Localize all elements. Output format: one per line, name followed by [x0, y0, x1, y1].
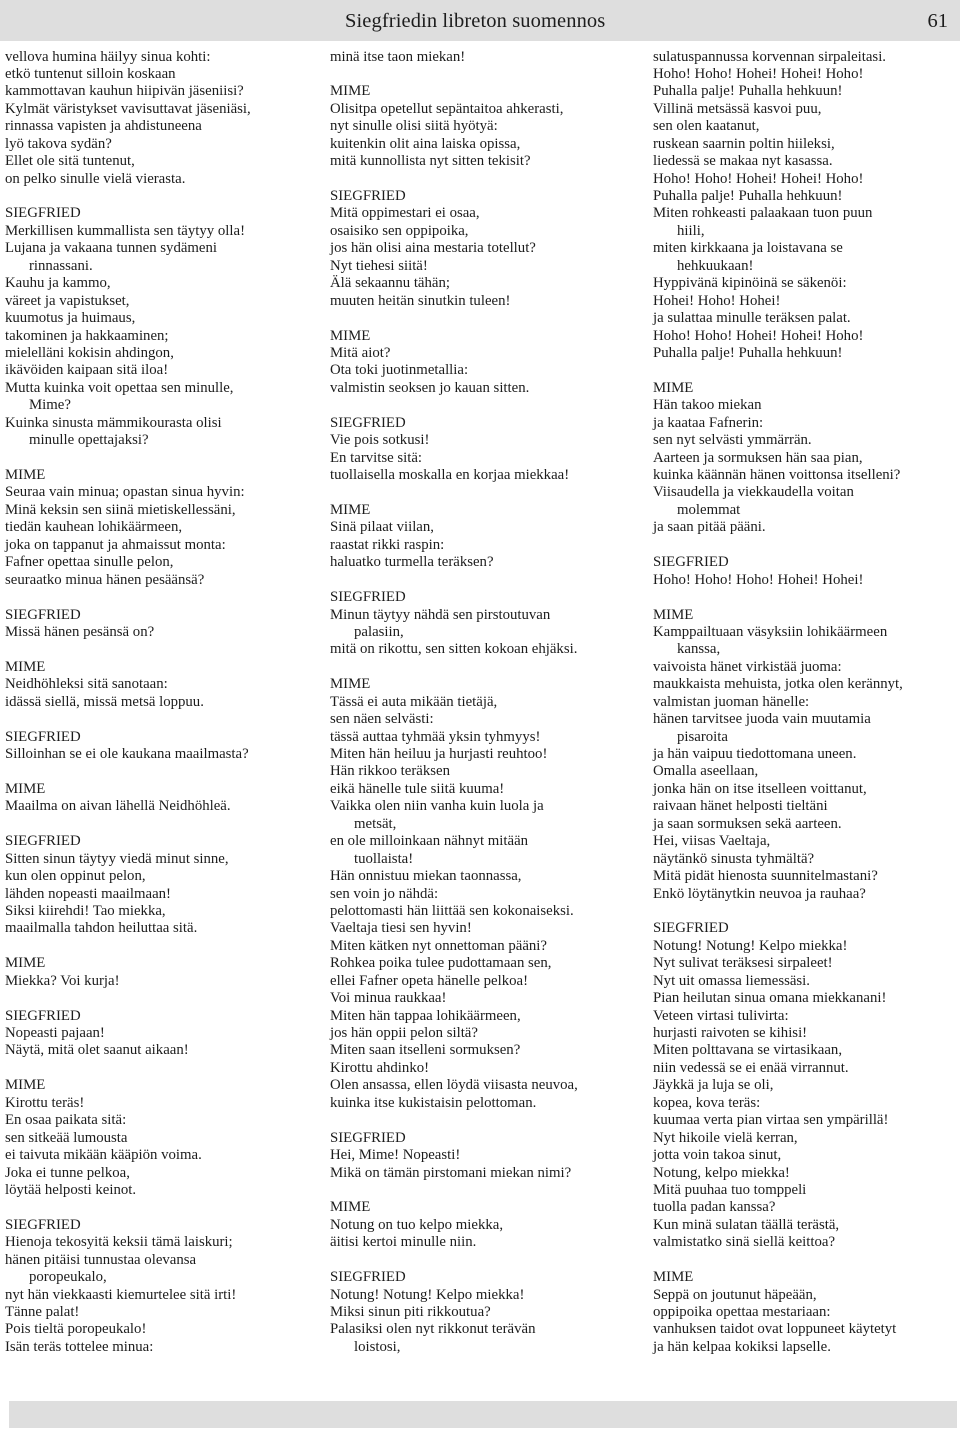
block-spacer: [5, 763, 317, 780]
page-footer-bar: [9, 1401, 957, 1428]
libretto-line: rinnassani.: [29, 257, 93, 274]
block-spacer: [653, 537, 958, 554]
libretto-line: Notung, kelpo miekka!: [653, 1164, 790, 1181]
libretto-line: palasiin,: [354, 623, 404, 640]
libretto-line: Notung on tuo kelpo miekka,: [330, 1216, 504, 1233]
libretto-line: oppipoika opettaa mestariaan:: [653, 1304, 831, 1320]
libretto-line: Olen ansassa, ellen löydä viisasta neuvoa,: [330, 1077, 578, 1094]
libretto-line: Älä sekaannu tähän;: [330, 275, 450, 292]
libretto-line: Mitä puuhaa tuo tomppeli: [653, 1181, 807, 1198]
libretto-line: mitä on rikottu, sen sitten kokoan ehjäksi.: [330, 641, 578, 658]
libretto-line: Vie pois sotkusi!: [330, 432, 430, 449]
block-spacer: [330, 1112, 642, 1129]
libretto-line: etkö tuntenut silloin koskaan: [5, 65, 176, 82]
libretto-line: Ota toki juotinmetallia:: [330, 362, 469, 379]
speaker-name: SIEGFRIED: [330, 188, 406, 204]
libretto-line: kammottavan kauhun hiipivän jäseniisi?: [5, 83, 244, 100]
block-spacer: [5, 816, 317, 833]
libretto-line: ja saan sormuksen sekä aarteen.: [653, 815, 842, 832]
page-header: [0, 0, 960, 41]
libretto-line: Merkillisen kummallista sen täytyy olla!: [5, 222, 245, 239]
libretto-line: Mitä pidät hienosta suunnitelmastani?: [653, 868, 878, 885]
libretto-line: seuraatko minua hänen pesäänsä?: [5, 571, 205, 588]
libretto-line: Silloinhan se ei ole kaukana maailmasta?: [5, 746, 249, 762]
libretto-line: Nyt sulivat teräksesi sirpaleet!: [653, 955, 833, 972]
block-spacer: [330, 397, 642, 414]
libretto-line: kuumaa verta pian virtaa sen ympärillä!: [653, 1112, 889, 1129]
speaker-name: SIEGFRIED: [5, 1216, 81, 1233]
block-spacer: [5, 589, 317, 606]
libretto-line: ikävöiden kaipaan sitä iloa!: [5, 362, 169, 379]
libretto-line: sulatuspannussa korvennan sirpaleitasi.: [653, 48, 887, 65]
libretto-line: Pian heilutan sinua omana miekkanani!: [653, 990, 887, 1007]
libretto-line: valmistin seoksen jo kauan sitten.: [330, 379, 530, 396]
block-spacer: [330, 659, 642, 676]
block-spacer: [5, 1199, 317, 1216]
block-spacer: [653, 1252, 958, 1269]
libretto-line: Kun minä sulatan täällä terästä,: [653, 1216, 840, 1233]
text-column-left: [5, 49, 317, 1357]
libretto-line: Nyt uit omassa liemessäsi.: [653, 972, 810, 989]
block-spacer: [653, 903, 958, 920]
block-spacer: [653, 589, 958, 606]
libretto-line: kun olen oppinut pelon,: [5, 868, 146, 885]
libretto-line: pelottomasti hän liittää sen kokonaiseksi.: [330, 902, 574, 919]
libretto-line: ei taivuta mikään kääpiön voima.: [5, 1147, 202, 1164]
libretto-line: Mitä oppimestari ei osaa,: [330, 205, 480, 222]
block-spacer: [330, 572, 642, 589]
speaker-name: SIEGFRIED: [653, 920, 729, 937]
libretto-line: Isän teräs tottelee minua:: [5, 1338, 154, 1355]
libretto-line: Miten saan itselleni sormuksen?: [330, 1042, 521, 1059]
libretto-line: nyt hän viekkaasti kiemurtelee sitä irti!: [5, 1286, 237, 1303]
libretto-line: minä itse taon miekan!: [330, 48, 466, 65]
libretto-line: lähden nopeasti maailmaan!: [5, 885, 171, 902]
libretto-line: kopea, kova teräs:: [653, 1094, 761, 1111]
speaker-name: SIEGFRIED: [5, 728, 81, 745]
libretto-line: Tänne palat!: [5, 1304, 80, 1320]
libretto-line: Hienoja tekosyitä keksii tämä laiskuri;: [5, 1234, 233, 1251]
speaker-name: MIME: [653, 379, 694, 396]
speaker-name: MIME: [330, 327, 371, 344]
libretto-line: Vaeltaja tiesi sen hyvin!: [330, 920, 472, 937]
libretto-line: En osaa paikata sitä:: [5, 1112, 127, 1129]
libretto-line: tiedän kauhean lohikäärmeen,: [5, 519, 183, 536]
speaker-name: MIME: [5, 780, 46, 797]
speaker-name: MIME: [330, 1199, 371, 1216]
speaker-name: SIEGFRIED: [5, 606, 81, 623]
libretto-line: Puhalla palje! Puhalla hehkuun!: [653, 344, 843, 361]
libretto-line: hänen pitäisi tunnustaa olevansa: [5, 1251, 197, 1268]
speaker-name: SIEGFRIED: [5, 833, 81, 850]
libretto-line: Olisitpa opetellut sepäntaitoa ahkerasti,: [330, 100, 564, 117]
libretto-line: molemmat: [677, 501, 741, 518]
libretto-line: miten kirkkaana ja loistavana se: [653, 240, 843, 257]
libretto-line: hänen tarvitsee juoda vain muutamia: [653, 711, 871, 728]
libretto-line: kuinka käännän hänen voittonsa itselleni?: [653, 467, 901, 483]
libretto-line: Minun täytyy nähdä sen pirstoutuvan: [330, 606, 551, 623]
speaker-name: MIME: [5, 467, 46, 483]
libretto-line: Miten hän heiluu ja hurjasti reuhtoo!: [330, 746, 548, 762]
libretto-line: ruskean saarnin poltin hiileksi,: [653, 135, 835, 152]
libretto-line: Hei, Mime! Nopeasti!: [330, 1147, 461, 1164]
libretto-line: maailmalla tahdon heiluttaa sitä.: [5, 920, 198, 937]
libretto-line: Omalla aseellaan,: [653, 763, 759, 780]
libretto-line: Hoho! Hoho! Hohei! Hohei! Hoho!: [653, 327, 864, 344]
libretto-line: jonka hän on itse itselleen voittanut,: [653, 780, 867, 797]
libretto-line: tuolla padan kanssa?: [653, 1199, 776, 1216]
libretto-line: En tarvitse sitä:: [330, 449, 423, 466]
libretto-line: Hei, viisas Vaeltaja,: [653, 833, 771, 850]
libretto-line: minulle opettajaksi?: [29, 432, 149, 449]
libretto-line: ja kaataa Fafnerin:: [653, 414, 764, 431]
libretto-line: Villinä metsässä kasvoi puu,: [653, 100, 822, 117]
speaker-name: SIEGFRIED: [5, 1007, 81, 1024]
libretto-line: tässä auttaa tyhmää yksin tyhmyys!: [330, 728, 541, 745]
libretto-line: Miten kätken nyt onnettoman pääni?: [330, 937, 547, 954]
libretto-line: väreet ja vapistukset,: [5, 292, 130, 309]
libretto-line: joka on tappanut ja ahmaissut monta:: [5, 536, 226, 553]
block-spacer: [5, 188, 317, 205]
block-spacer: [5, 711, 317, 728]
speaker-name: MIME: [5, 955, 46, 972]
libretto-line: Kamppailtuaan väsyksiin lohikäärmeen: [653, 623, 888, 640]
libretto-line: Veteen virtasi tulivirta:: [653, 1007, 789, 1024]
libretto-line: kuinka itse kukistaisin pelottoman.: [330, 1094, 537, 1111]
libretto-line: Hoho! Hoho! Hohei! Hohei! Hoho!: [653, 65, 864, 82]
libretto-line: ja hän vaipuu tiedottomana uneen.: [653, 746, 857, 762]
libretto-line: Aarteen ja sormuksen hän saa pian,: [653, 449, 863, 466]
block-spacer: [330, 1252, 642, 1269]
speaker-name: SIEGFRIED: [330, 414, 406, 431]
block-spacer: [330, 484, 642, 501]
page-number: 61: [927, 10, 948, 32]
speaker-name: MIME: [653, 606, 694, 623]
libretto-line: Miksi sinun piti rikkoutua?: [330, 1304, 491, 1320]
libretto-line: Kirottu ahdinko!: [330, 1059, 430, 1076]
libretto-line: Hän onnistuu miekan taonnassa,: [330, 868, 522, 885]
speaker-name: MIME: [330, 676, 371, 693]
libretto-line: Hoho! Hoho! Hoho! Hohei! Hohei!: [653, 571, 864, 588]
libretto-line: Puhalla palje! Puhalla hehkuun!: [653, 188, 843, 204]
libretto-line: Hohei! Hoho! Hohei!: [653, 292, 781, 309]
libretto-line: niin vedessä se ei enää virrannut.: [653, 1059, 849, 1076]
block-spacer: [330, 1182, 642, 1199]
libretto-line: valmistan juoman hänelle:: [653, 693, 810, 710]
libretto-line: ja saan pitää pääni.: [653, 519, 766, 536]
libretto-line: Notung! Notung! Kelpo miekka!: [330, 1286, 525, 1303]
libretto-line: löytää helposti keinot.: [5, 1181, 137, 1198]
libretto-line: Kuinka sinusta mämmikourasta olisi: [5, 414, 222, 431]
speaker-name: MIME: [330, 83, 371, 100]
libretto-line: Rohkea poika tulee pudottamaan sen,: [330, 955, 552, 972]
block-spacer: [5, 450, 317, 467]
libretto-line: Palasiksi olen nyt rikkonut terävän: [330, 1321, 536, 1338]
speaker-name: MIME: [653, 1269, 694, 1286]
libretto-line: sen sitkeää lumousta: [5, 1129, 128, 1146]
libretto-line: Kauhu ja kammo,: [5, 275, 111, 292]
libretto-line: muuten heitän sinutkin tuleen!: [330, 292, 511, 309]
libretto-line: Seuraa vain minua; opastan sinua hyvin:: [5, 484, 245, 501]
libretto-line: haluatko turmella teräksen?: [330, 554, 494, 571]
libretto-line: Siksi kiirehdi! Tao miekka,: [5, 902, 166, 919]
libretto-line: ja sulattaa minulle teräksen palat.: [653, 310, 851, 327]
libretto-line: Kirottu teräs!: [5, 1094, 85, 1111]
libretto-line: Enkö löytänytkin neuvoa ja rauhaa?: [653, 885, 866, 902]
libretto-line: Maailma on aivan lähellä Neidhöhleä.: [5, 798, 231, 815]
libretto-line: idässä siellä, missä metsä loppuu.: [5, 693, 204, 710]
libretto-line: Mime?: [29, 397, 71, 414]
speaker-name: SIEGFRIED: [330, 1129, 406, 1146]
libretto-line: Miekka? Voi kurja!: [5, 972, 120, 989]
libretto-line: Tässä ei auta mikään tietäjä,: [330, 693, 498, 710]
libretto-line: hehkuukaan!: [677, 257, 754, 274]
libretto-line: sen olen kaatanut,: [653, 118, 760, 135]
libretto-line: äitisi kertoi minulle niin.: [330, 1234, 477, 1251]
libretto-line: Nyt tiehesi siitä!: [330, 257, 428, 274]
libretto-line: mielelläni kokisin ahdingon,: [5, 344, 174, 361]
libretto-line: Minä keksin sen siinä mietiskellessäni,: [5, 501, 236, 518]
libretto-line: Hoho! Hoho! Hohei! Hohei! Hoho!: [653, 170, 864, 187]
libretto-line: Ellet ole sitä tuntenut,: [5, 153, 135, 170]
libretto-line: takominen ja hakkaaminen;: [5, 327, 169, 344]
libretto-line: jotta voin takoa sinut,: [653, 1147, 782, 1164]
text-column-right: [653, 49, 958, 1357]
libretto-line: Voi minua raukkaa!: [330, 990, 447, 1007]
block-spacer: [330, 310, 642, 327]
libretto-line: Mikä on tämän pirstomani miekan nimi?: [330, 1164, 572, 1181]
libretto-line: vaivoista hänet virkistää juoma:: [653, 658, 842, 675]
libretto-line: sen nyt selvästi ymmärrän.: [653, 432, 812, 449]
libretto-line: eikä hänelle tule siitä kuuma!: [330, 780, 505, 797]
libretto-line: Miten hän tappaa lohikäärmeen,: [330, 1007, 521, 1024]
libretto-line: liedessä se makaa nyt kasassa.: [653, 153, 833, 170]
libretto-line: näytänkö sinusta tyhmältä?: [653, 850, 815, 867]
libretto-line: Sitten sinun täytyy viedä minut sinne,: [5, 850, 229, 867]
libretto-line: Fafner opettaa sinulle pelon,: [5, 554, 174, 571]
libretto-line: Vaikka olen niin vanha kuin luola ja: [330, 798, 544, 815]
libretto-line: tuollaisella moskalla en korjaa miekkaa!: [330, 467, 570, 483]
libretto-line: Sinä pilaat viilan,: [330, 519, 434, 536]
libretto-line: sen voin jo nähdä:: [330, 885, 439, 902]
libretto-line: Lujana ja vakaana tunnen sydämeni: [5, 240, 218, 257]
libretto-line: Mitä aiot?: [330, 344, 391, 361]
libretto-line: nyt sinulle olisi siitä hyötyä:: [330, 118, 498, 135]
libretto-line: ellei Fafner opeta hänelle pelkoa!: [330, 972, 529, 989]
block-spacer: [5, 938, 317, 955]
libretto-line: en ole milloinkaan nähnyt mitään: [330, 833, 529, 850]
libretto-line: jos hän olisi aina mestaria totellut?: [330, 240, 536, 257]
libretto-line: kanssa,: [677, 641, 721, 658]
speaker-name: SIEGFRIED: [330, 589, 406, 606]
libretto-line: Pois tieltä poropeukalo!: [5, 1321, 147, 1338]
libretto-line: tuollaista!: [354, 850, 414, 867]
libretto-line: Kylmät väristykset vavisuttavat jäseniäsi,: [5, 100, 251, 117]
speaker-name: MIME: [330, 501, 371, 518]
libretto-line: maukkaista mehuista, jotka olen kerännyt,: [653, 676, 903, 693]
libretto-line: Hän rikkoo teräksen: [330, 763, 450, 780]
libretto-line: mitä kunnollista nyt sitten tekisit?: [330, 153, 531, 170]
libretto-line: hurjasti raivoten se kihisi!: [653, 1025, 808, 1041]
libretto-line: pisaroita: [677, 728, 728, 745]
running-title: Siegfriedin libreton suomennos: [345, 10, 606, 32]
libretto-line: Nyt hikoile vielä kerran,: [653, 1129, 798, 1146]
libretto-line: Hyppivänä kipinöinä se säkenöi:: [653, 275, 847, 292]
libretto-line: Miten polttavana se virtasikaan,: [653, 1042, 843, 1059]
libretto-line: metsät,: [354, 815, 397, 832]
speaker-name: SIEGFRIED: [653, 554, 729, 571]
libretto-line: vellova humina häilyy sinua kohti:: [5, 48, 211, 65]
libretto-line: Notung! Notung! Kelpo miekka!: [653, 937, 848, 954]
libretto-line: Näytä, mitä olet saanut aikaan!: [5, 1042, 189, 1059]
libretto-line: ja hän kelpaa kokiksi lapselle.: [653, 1338, 831, 1355]
libretto-line: Hän takoo miekan: [653, 397, 762, 414]
libretto-line: Jäykkä ja luja se oli,: [653, 1077, 774, 1094]
libretto-line: jos hän oppii pelon siltä?: [330, 1025, 478, 1041]
libretto-line: vanhuksen taidot ovat loppuneet käytetyt: [653, 1321, 897, 1338]
block-spacer: [5, 1060, 317, 1077]
block-spacer: [330, 66, 642, 83]
libretto-line: rinnassa vapisten ja ahdistuneena: [5, 118, 202, 135]
libretto-line: kuumotus ja huimaus,: [5, 310, 136, 327]
libretto-line: Viisaudella ja viekkaudella voitan: [653, 484, 854, 501]
libretto-line: poropeukalo,: [29, 1269, 107, 1286]
libretto-line: loistosi,: [354, 1338, 401, 1355]
block-spacer: [5, 990, 317, 1007]
text-column-middle: [330, 49, 642, 1357]
block-spacer: [330, 171, 642, 188]
libretto-line: valmistatko sinä siellä keittoa?: [653, 1234, 836, 1251]
libretto-line: Missä hänen pesänsä on?: [5, 623, 155, 640]
libretto-line: lyö takova sydän?: [5, 135, 112, 152]
libretto-line: Neidhöhleksi sitä sanotaan:: [5, 676, 168, 693]
libretto-line: raastat rikki raspin:: [330, 536, 445, 553]
libretto-line: Mutta kuinka voit opettaa sen minulle,: [5, 379, 234, 396]
block-spacer: [5, 641, 317, 658]
libretto-line: Puhalla palje! Puhalla hehkuun!: [653, 83, 843, 100]
speaker-name: SIEGFRIED: [330, 1269, 406, 1286]
libretto-line: osaisiko sen oppipoika,: [330, 222, 469, 239]
libretto-line: sen näen selvästi:: [330, 711, 434, 728]
speaker-name: SIEGFRIED: [5, 205, 81, 222]
libretto-line: hiili,: [677, 222, 705, 239]
libretto-line: Joka ei tunne pelkoa,: [5, 1164, 130, 1181]
speaker-name: MIME: [5, 658, 46, 675]
libretto-line: Miten rohkeasti palaakaan tuon puun: [653, 205, 873, 222]
libretto-line: on pelko sinulle vielä vierasta.: [5, 170, 186, 187]
speaker-name: MIME: [5, 1077, 46, 1094]
libretto-line: raivaan hänet helposti tieltäni: [653, 798, 828, 815]
libretto-line: kuitenkin olit aina laiska opissa,: [330, 135, 521, 152]
libretto-line: Nopeasti pajaan!: [5, 1025, 105, 1041]
block-spacer: [653, 362, 958, 379]
libretto-line: Seppä on joutunut häpeään,: [653, 1286, 817, 1303]
